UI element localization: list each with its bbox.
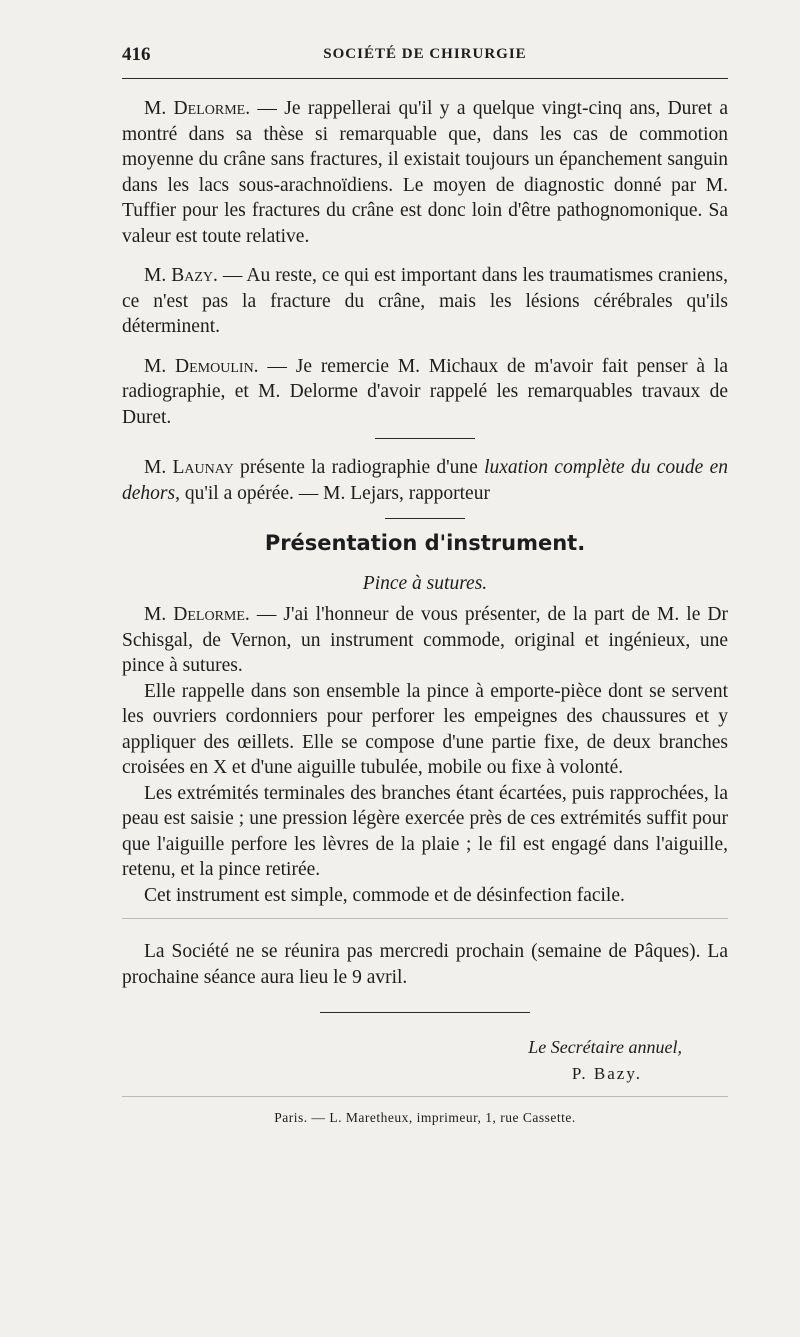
page-number: 416 [122, 44, 151, 65]
paragraph-text: — Au reste, ce qui est important dans les traumatismes craniens, ce n'est pas la fracture du crâne, mais les lésions cérébrales qu'ils déterminent. [122, 265, 728, 337]
paragraph-text: — Je rappellerai qu'il y a quelque vingt-cinq ans, Duret a montré dans sa thèse si remarquable que, dans les cas de commotion moyenne du crâne sans fractures, il existait toujours un épanchement sanguin dans les lacs sous-arachnoïdiens. Le moyen de diagnostic donné par M. Tuffier pour les fractures du crâne est donc loin d'être pathognomonique. Sa valeur est toute relative. [122, 98, 728, 247]
section-divider [122, 918, 728, 919]
printer-imprint: Paris. — L. Maretheux, imprimeur, 1, rue Cassette. [274, 1110, 576, 1125]
paragraph-delorme-1 [122, 96, 728, 249]
separator-rule [375, 438, 475, 439]
page-body [122, 96, 728, 1131]
section-rule [385, 518, 465, 519]
signature-block [122, 1035, 728, 1086]
signature-name: P. Bazy. [571, 1063, 642, 1083]
paragraph-description: Elle rappelle dans son ensemble la pince à emporte-pièce dont se servent les ouvriers cordonniers pour perforer les empeignes des chaussures et y appliquer des œillets. Elle se compose d'une partie fixe, de deux branches croisées en X et d'une aiguille tubulée, mobile ou fixe à volonté. [122, 680, 728, 778]
speaker-name: M. Delorme. [144, 604, 250, 625]
running-head: SOCIÉTÉ DE CHIRURGIE [323, 46, 527, 62]
signature-role: Le Secrétaire annuel, [528, 1037, 682, 1057]
paragraph-demoulin [122, 354, 728, 431]
speaker-name: M. Delorme. [144, 98, 251, 119]
italic-diagnosis: luxation complète du coude en dehors [122, 457, 728, 504]
section-subtitle: Pince à sutures. [362, 572, 488, 594]
closing-rule [320, 1012, 530, 1013]
paragraph-usage: Les extrémités terminales des branches étant écartées, puis rapprochées, la peau est saisie ; une pression légère exercée près de ces extrémités suffit pour que l'aiguille perfore les lèvres de la plaie ; le fil est engagé dans l'aiguille, retenu, et la pince retirée. [122, 782, 728, 880]
paragraph-text: — Je remercie M. Michaux de m'avoir fait penser à la radiographie, et M. Delorme d'avoir rappelé les remarquables travaux de Duret. [122, 355, 728, 428]
speaker-name: Launay [172, 457, 234, 478]
paragraph-announcement: La Société ne se réunira pas mercredi prochain (semaine de Pâques). La prochaine séance aura lieu le 9 avril. [122, 941, 728, 988]
speaker-name: M. Bazy. [144, 265, 218, 286]
paragraph-bazy [122, 263, 728, 340]
footer-rule [122, 1096, 728, 1097]
speaker-name: M. Demoulin. [144, 355, 259, 377]
page-header [122, 44, 728, 68]
paragraph-launay: M. Launay présente la radiographie d'une luxation complète du coude en dehors, qu'il a opérée. — M. Lejars, rapporteur [122, 457, 728, 504]
paragraph-delorme-2 [122, 602, 728, 679]
paragraph-text: — J'ai l'honneur de vous présenter, de la part de M. le Dr Schisgal, de Vernon, un instrument commode, original et ingénieux, une pince à sutures. [122, 604, 728, 676]
header-rule [122, 78, 728, 79]
paragraph-summary: Cet instrument est simple, commode et de désinfection facile. [144, 884, 625, 906]
section-title: Présentation d'instrument. [264, 531, 586, 555]
